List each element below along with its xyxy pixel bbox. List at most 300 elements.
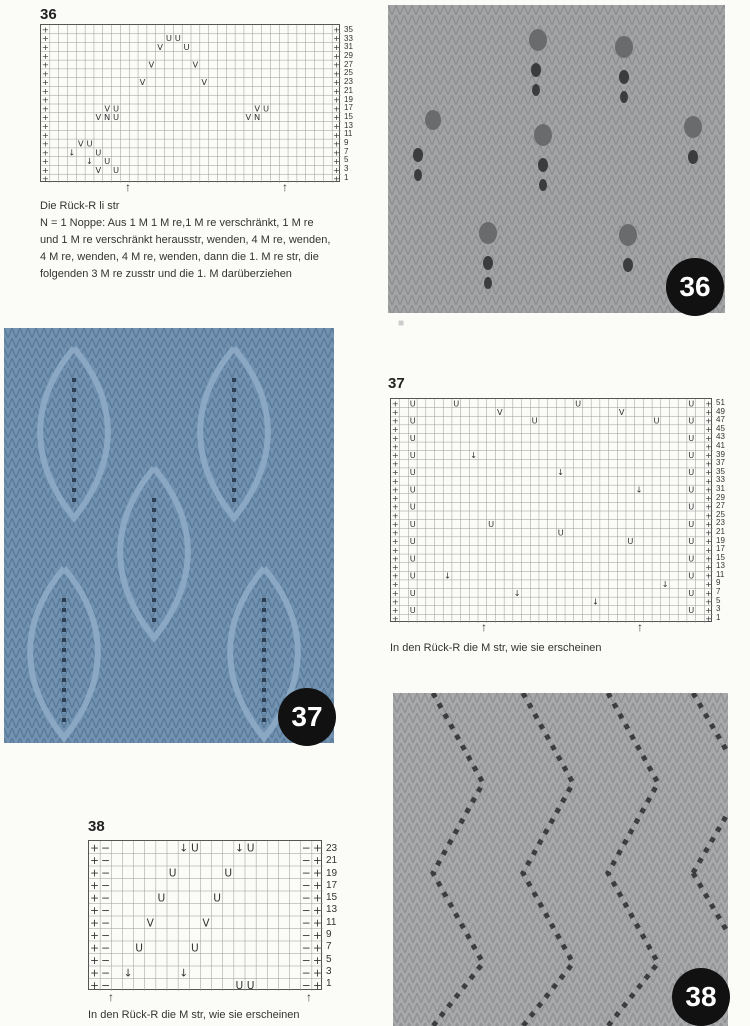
edge-stitch-symbol: + bbox=[705, 587, 713, 598]
pattern-37-repeat-start-arrow: ↑ bbox=[481, 620, 487, 634]
stitch-symbol: U bbox=[165, 33, 172, 44]
edge-stitch-symbol: + bbox=[705, 450, 713, 461]
row-number: 33 bbox=[716, 475, 725, 485]
row-number: 35 bbox=[344, 25, 353, 34]
edge-stitch-symbol: + bbox=[391, 450, 399, 461]
stitch-symbol: ↓ bbox=[470, 450, 478, 461]
stitch-symbol: U bbox=[688, 587, 695, 598]
stitch-symbol: V bbox=[146, 917, 154, 930]
stitch-symbol: U bbox=[409, 399, 416, 409]
edge-stitch-symbol: + bbox=[333, 129, 341, 140]
edge-stitch-symbol: + bbox=[391, 605, 399, 616]
stitch-symbol: − bbox=[101, 867, 111, 880]
edge-stitch-symbol: + bbox=[41, 59, 49, 70]
stitch-symbol: U bbox=[190, 942, 199, 955]
pattern-38-row-numbers bbox=[326, 843, 337, 991]
stitch-symbol: N bbox=[104, 112, 111, 123]
pattern-37-photo bbox=[4, 328, 334, 743]
edge-stitch-symbol: + bbox=[705, 432, 713, 443]
edge-stitch-symbol: + bbox=[312, 942, 322, 955]
row-number: 35 bbox=[716, 466, 725, 476]
row-number: 7 bbox=[716, 587, 721, 597]
pattern-37-caption: In den Rück-R die M str, wie sie erscheinen bbox=[390, 642, 602, 654]
stitch-symbol: ↓ bbox=[661, 579, 669, 590]
row-number: 3 bbox=[344, 164, 349, 173]
edge-stitch-symbol: + bbox=[391, 501, 399, 512]
edge-stitch-symbol: + bbox=[705, 553, 713, 564]
edge-stitch-symbol: + bbox=[41, 68, 49, 79]
edge-stitch-symbol: + bbox=[90, 892, 100, 905]
edge-stitch-symbol: + bbox=[391, 596, 399, 607]
stitch-symbol: − bbox=[301, 880, 311, 893]
row-number: 17 bbox=[326, 879, 338, 891]
edge-stitch-symbol: + bbox=[705, 424, 713, 435]
pattern-37-knit-texture bbox=[4, 328, 334, 743]
pattern-38-grid bbox=[89, 841, 323, 991]
edge-stitch-symbol: + bbox=[705, 415, 713, 426]
stitch-symbol: − bbox=[301, 905, 311, 918]
edge-stitch-symbol: + bbox=[705, 399, 713, 409]
stitch-symbol: − bbox=[101, 955, 111, 968]
row-number: 9 bbox=[326, 929, 332, 941]
stitch-symbol: U bbox=[104, 156, 111, 167]
stitch-symbol: ↓ bbox=[635, 484, 643, 495]
stitch-symbol: U bbox=[95, 147, 102, 158]
stitch-symbol: U bbox=[688, 553, 695, 564]
edge-stitch-symbol: + bbox=[705, 596, 713, 607]
edge-stitch-symbol: + bbox=[41, 138, 49, 149]
stitch-symbol: − bbox=[301, 967, 311, 980]
stitch-symbol: V bbox=[496, 406, 503, 417]
row-number: 29 bbox=[716, 492, 725, 502]
stitch-symbol: − bbox=[101, 980, 111, 991]
edge-stitch-symbol: + bbox=[391, 553, 399, 564]
edge-stitch-symbol: + bbox=[90, 930, 100, 943]
stitch-symbol: U bbox=[246, 842, 255, 855]
edge-stitch-symbol: + bbox=[705, 605, 713, 616]
edge-stitch-symbol: + bbox=[333, 68, 341, 79]
faint-background-mark: ■ bbox=[398, 318, 405, 329]
row-number: 27 bbox=[716, 501, 725, 511]
pattern-37-number: 37 bbox=[388, 375, 405, 392]
stitch-symbol: U bbox=[409, 467, 416, 478]
stitch-symbol: U bbox=[557, 527, 564, 538]
stitch-symbol: U bbox=[262, 103, 270, 114]
stitch-symbol: U bbox=[168, 867, 177, 880]
edge-stitch-symbol: + bbox=[333, 50, 341, 61]
edge-stitch-symbol: + bbox=[90, 855, 100, 868]
edge-stitch-symbol: + bbox=[391, 510, 399, 521]
stitch-symbol: ↓ bbox=[86, 156, 94, 167]
edge-stitch-symbol: + bbox=[41, 112, 49, 123]
pattern-38-repeat-start-arrow: ↑ bbox=[108, 990, 114, 1004]
pattern-37-chart bbox=[390, 398, 712, 622]
row-number: 33 bbox=[344, 33, 353, 43]
edge-stitch-symbol: + bbox=[705, 527, 713, 538]
stitch-symbol: U bbox=[653, 415, 660, 426]
edge-stitch-symbol: + bbox=[333, 94, 341, 105]
stitch-symbol: U bbox=[86, 138, 93, 149]
stitch-symbol: U bbox=[112, 164, 120, 175]
edge-stitch-symbol: + bbox=[41, 121, 49, 132]
edge-stitch-symbol: + bbox=[90, 880, 100, 893]
stitch-symbol: U bbox=[453, 399, 460, 409]
stitch-symbol: ↓ bbox=[513, 587, 521, 598]
row-number: 45 bbox=[716, 423, 725, 433]
edge-stitch-symbol: + bbox=[90, 967, 100, 980]
stitch-symbol: U bbox=[409, 450, 416, 461]
stitch-symbol: − bbox=[101, 942, 111, 955]
stitch-symbol: − bbox=[101, 892, 111, 905]
edge-stitch-symbol: + bbox=[41, 156, 49, 167]
edge-stitch-symbol: + bbox=[312, 880, 322, 893]
edge-stitch-symbol: + bbox=[312, 967, 322, 980]
edge-stitch-symbol: + bbox=[391, 441, 399, 452]
stitch-symbol: U bbox=[409, 518, 416, 529]
stitch-symbol: U bbox=[235, 980, 244, 991]
edge-stitch-symbol: + bbox=[705, 579, 713, 590]
pattern-36-instructions bbox=[40, 198, 360, 283]
stitch-symbol: − bbox=[101, 917, 111, 930]
stitch-symbol: U bbox=[135, 942, 144, 955]
row-number: 13 bbox=[344, 120, 353, 130]
edge-stitch-symbol: + bbox=[705, 570, 713, 581]
row-number: 7 bbox=[344, 146, 349, 156]
row-number: 19 bbox=[326, 867, 338, 879]
pattern-37-badge: 37 bbox=[278, 688, 336, 746]
edge-stitch-symbol: + bbox=[41, 94, 49, 105]
edge-stitch-symbol: + bbox=[41, 77, 49, 88]
row-number: 25 bbox=[344, 68, 353, 78]
edge-stitch-symbol: + bbox=[41, 25, 49, 35]
stitch-symbol: − bbox=[301, 980, 311, 991]
stitch-symbol: U bbox=[409, 536, 416, 547]
edge-stitch-symbol: + bbox=[312, 980, 322, 991]
edge-stitch-symbol: + bbox=[705, 510, 713, 521]
edge-stitch-symbol: + bbox=[391, 518, 399, 529]
stitch-symbol: U bbox=[409, 553, 416, 564]
row-number: 47 bbox=[716, 415, 725, 425]
edge-stitch-symbol: + bbox=[312, 842, 322, 855]
stitch-symbol: N bbox=[254, 112, 261, 123]
pattern-38-repeat-end-arrow: ↑ bbox=[306, 990, 312, 1004]
pattern-38-chart bbox=[88, 840, 322, 990]
stitch-symbol: V bbox=[95, 164, 102, 175]
pattern-38-number: 38 bbox=[88, 818, 105, 835]
stitch-symbol: − bbox=[301, 942, 311, 955]
row-number: 19 bbox=[344, 94, 353, 104]
pattern-36-repeat-start-arrow: ↑ bbox=[125, 180, 131, 194]
row-number: 11 bbox=[326, 916, 337, 928]
edge-stitch-symbol: + bbox=[333, 25, 341, 35]
stitch-symbol: U bbox=[627, 536, 634, 547]
stitch-symbol: U bbox=[409, 605, 416, 616]
edge-stitch-symbol: + bbox=[41, 129, 49, 140]
stitch-symbol: U bbox=[688, 467, 695, 478]
edge-stitch-symbol: + bbox=[90, 942, 100, 955]
row-number: 37 bbox=[716, 458, 725, 468]
stitch-symbol: U bbox=[688, 450, 695, 461]
pattern-37-grid bbox=[391, 399, 713, 623]
edge-stitch-symbol: + bbox=[333, 85, 341, 96]
row-number: 21 bbox=[716, 526, 725, 536]
stitch-symbol: U bbox=[575, 399, 582, 409]
stitch-symbol: U bbox=[409, 587, 416, 598]
row-number: 25 bbox=[716, 509, 725, 519]
stitch-symbol: U bbox=[157, 892, 166, 905]
stitch-symbol: V bbox=[202, 917, 210, 930]
edge-stitch-symbol: + bbox=[705, 458, 713, 469]
stitch-symbol: V bbox=[254, 103, 261, 114]
stitch-symbol: V bbox=[245, 112, 252, 123]
stitch-symbol: ↓ bbox=[123, 967, 133, 980]
row-number: 13 bbox=[716, 561, 725, 571]
stitch-symbol: U bbox=[183, 42, 190, 53]
edge-stitch-symbol: + bbox=[391, 432, 399, 443]
edge-stitch-symbol: + bbox=[391, 544, 399, 555]
pattern-38-badge: 38 bbox=[672, 968, 730, 1026]
edge-stitch-symbol: + bbox=[41, 50, 49, 61]
row-number: 51 bbox=[716, 398, 725, 407]
stitch-symbol: V bbox=[157, 42, 163, 53]
row-number: 49 bbox=[716, 406, 725, 416]
stitch-symbol: U bbox=[688, 536, 695, 547]
edge-stitch-symbol: + bbox=[391, 424, 399, 435]
edge-stitch-symbol: + bbox=[90, 867, 100, 880]
edge-stitch-symbol: + bbox=[41, 164, 49, 175]
row-number: 31 bbox=[716, 483, 725, 493]
edge-stitch-symbol: + bbox=[312, 905, 322, 918]
edge-stitch-symbol: + bbox=[333, 112, 341, 123]
row-number: 5 bbox=[716, 595, 721, 605]
edge-stitch-symbol: + bbox=[312, 955, 322, 968]
pattern-38-knit-texture bbox=[393, 693, 728, 1026]
stitch-symbol: − bbox=[301, 892, 311, 905]
edge-stitch-symbol: + bbox=[391, 484, 399, 495]
pattern-36-caption-line: und 1 M re verschränkt herausstr, wenden, 4 M re, wenden, bbox=[40, 234, 331, 246]
stitch-symbol: − bbox=[101, 842, 111, 855]
stitch-symbol: V bbox=[104, 103, 111, 114]
row-number: 43 bbox=[716, 432, 725, 442]
edge-stitch-symbol: + bbox=[391, 587, 399, 598]
row-number: 11 bbox=[344, 129, 353, 139]
pattern-37-repeat-end-arrow: ↑ bbox=[637, 620, 643, 634]
edge-stitch-symbol: + bbox=[705, 484, 713, 495]
edge-stitch-symbol: + bbox=[312, 930, 322, 943]
stitch-symbol: U bbox=[409, 432, 416, 443]
edge-stitch-symbol: + bbox=[312, 867, 322, 880]
row-number: 17 bbox=[344, 103, 353, 113]
stitch-symbol: U bbox=[409, 570, 416, 581]
edge-stitch-symbol: + bbox=[391, 458, 399, 469]
row-number: 11 bbox=[716, 569, 725, 579]
stitch-symbol: V bbox=[77, 138, 84, 149]
stitch-symbol: − bbox=[101, 855, 111, 868]
edge-stitch-symbol: + bbox=[333, 173, 341, 183]
stitch-symbol: ↓ bbox=[68, 147, 76, 158]
stitch-symbol: − bbox=[301, 917, 311, 930]
edge-stitch-symbol: + bbox=[41, 173, 49, 183]
stitch-symbol: U bbox=[688, 432, 695, 443]
row-number: 9 bbox=[344, 137, 349, 147]
edge-stitch-symbol: + bbox=[705, 536, 713, 547]
pattern-36-caption-line: 4 M re, wenden, 4 M re, wenden, dann die 1. M re str, die bbox=[40, 251, 319, 263]
edge-stitch-symbol: + bbox=[312, 917, 322, 930]
stitch-symbol: ↓ bbox=[179, 967, 189, 980]
stitch-symbol: − bbox=[101, 930, 111, 943]
stitch-symbol: U bbox=[688, 570, 695, 581]
stitch-symbol: U bbox=[409, 415, 416, 426]
stitch-symbol: ↓ bbox=[179, 842, 189, 855]
edge-stitch-symbol: + bbox=[41, 85, 49, 96]
pattern-36-repeat-end-arrow: ↑ bbox=[282, 180, 288, 194]
edge-stitch-symbol: + bbox=[705, 493, 713, 504]
edge-stitch-symbol: + bbox=[90, 917, 100, 930]
stitch-symbol: U bbox=[174, 33, 181, 44]
edge-stitch-symbol: + bbox=[391, 399, 399, 409]
stitch-symbol: − bbox=[301, 955, 311, 968]
edge-stitch-symbol: + bbox=[391, 562, 399, 573]
stitch-symbol: − bbox=[101, 905, 111, 918]
edge-stitch-symbol: + bbox=[391, 406, 399, 417]
row-number: 21 bbox=[326, 855, 338, 867]
stitch-symbol: U bbox=[112, 112, 120, 123]
stitch-symbol: U bbox=[112, 103, 120, 114]
row-number: 29 bbox=[344, 51, 353, 61]
row-number: 1 bbox=[716, 612, 721, 622]
edge-stitch-symbol: + bbox=[90, 905, 100, 918]
pattern-36-number: 36 bbox=[40, 6, 57, 23]
edge-stitch-symbol: + bbox=[90, 842, 100, 855]
pattern-37-row-numbers bbox=[716, 399, 725, 622]
row-number: 39 bbox=[716, 449, 725, 459]
stitch-symbol: V bbox=[192, 59, 199, 70]
row-number: 31 bbox=[344, 42, 353, 52]
edge-stitch-symbol: + bbox=[41, 103, 49, 114]
row-number: 3 bbox=[326, 965, 332, 977]
stitch-symbol: − bbox=[301, 867, 311, 880]
stitch-symbol: U bbox=[688, 501, 695, 512]
row-number: 9 bbox=[716, 578, 721, 588]
edge-stitch-symbol: + bbox=[333, 164, 341, 175]
stitch-symbol: − bbox=[101, 967, 111, 980]
pattern-38-photo bbox=[393, 693, 728, 1026]
stitch-symbol: U bbox=[213, 892, 222, 905]
edge-stitch-symbol: + bbox=[705, 562, 713, 573]
row-number: 3 bbox=[716, 604, 721, 614]
stitch-symbol: U bbox=[488, 518, 495, 529]
row-number: 1 bbox=[326, 978, 332, 990]
row-number: 41 bbox=[716, 440, 725, 450]
edge-stitch-symbol: + bbox=[90, 955, 100, 968]
stitch-symbol: U bbox=[409, 484, 416, 495]
edge-stitch-symbol: + bbox=[391, 613, 399, 623]
row-number: 17 bbox=[716, 544, 725, 554]
stitch-symbol: U bbox=[688, 399, 695, 409]
stitch-symbol: ↓ bbox=[592, 596, 599, 607]
edge-stitch-symbol: + bbox=[41, 42, 49, 53]
row-number: 15 bbox=[326, 892, 338, 904]
row-number: 23 bbox=[326, 843, 338, 854]
edge-stitch-symbol: + bbox=[391, 493, 399, 504]
edge-stitch-symbol: + bbox=[333, 42, 341, 53]
edge-stitch-symbol: + bbox=[391, 527, 399, 538]
stitch-symbol: U bbox=[531, 415, 538, 426]
edge-stitch-symbol: + bbox=[41, 147, 49, 158]
edge-stitch-symbol: + bbox=[705, 475, 713, 486]
edge-stitch-symbol: + bbox=[333, 147, 341, 158]
edge-stitch-symbol: + bbox=[333, 121, 341, 132]
stitch-symbol: V bbox=[148, 59, 155, 70]
edge-stitch-symbol: + bbox=[391, 467, 399, 478]
row-number: 7 bbox=[326, 941, 332, 953]
edge-stitch-symbol: + bbox=[333, 138, 341, 149]
stitch-symbol: V bbox=[95, 112, 102, 123]
stitch-symbol: U bbox=[190, 842, 199, 855]
row-number: 1 bbox=[344, 172, 349, 182]
row-number: 21 bbox=[344, 85, 353, 95]
edge-stitch-symbol: + bbox=[705, 544, 713, 555]
edge-stitch-symbol: + bbox=[391, 570, 399, 581]
row-number: 19 bbox=[716, 535, 725, 545]
stitch-symbol: ↓ bbox=[444, 570, 451, 581]
row-number: 15 bbox=[344, 111, 353, 121]
edge-stitch-symbol: + bbox=[333, 156, 341, 167]
pattern-36-badge: 36 bbox=[666, 258, 724, 316]
stitch-symbol: − bbox=[301, 855, 311, 868]
edge-stitch-symbol: + bbox=[705, 501, 713, 512]
edge-stitch-symbol: + bbox=[705, 518, 713, 529]
row-number: 23 bbox=[344, 77, 353, 87]
pattern-36-caption-line: folgenden 3 M re zusstr und die 1. M darüberziehen bbox=[40, 268, 292, 280]
stitch-symbol: U bbox=[246, 980, 255, 991]
edge-stitch-symbol: + bbox=[333, 103, 341, 114]
edge-stitch-symbol: + bbox=[391, 579, 399, 590]
stitch-symbol: V bbox=[201, 77, 208, 88]
row-number: 15 bbox=[716, 552, 725, 562]
edge-stitch-symbol: + bbox=[705, 613, 713, 623]
stitch-symbol: U bbox=[688, 415, 695, 426]
edge-stitch-symbol: + bbox=[705, 406, 713, 417]
edge-stitch-symbol: + bbox=[705, 467, 713, 478]
stitch-symbol: − bbox=[101, 880, 111, 893]
stitch-symbol: U bbox=[688, 484, 695, 495]
row-number: 13 bbox=[326, 904, 338, 916]
pattern-36-caption-line: Die Rück-R li str bbox=[40, 200, 120, 212]
edge-stitch-symbol: + bbox=[333, 33, 341, 44]
stitch-symbol: U bbox=[688, 518, 695, 529]
stitch-symbol: U bbox=[224, 867, 233, 880]
edge-stitch-symbol: + bbox=[312, 892, 322, 905]
stitch-symbol: − bbox=[301, 930, 311, 943]
pattern-36-chart bbox=[40, 24, 340, 182]
stitch-symbol: V bbox=[618, 406, 625, 417]
pattern-36-grid bbox=[41, 25, 341, 183]
edge-stitch-symbol: + bbox=[41, 33, 49, 44]
stitch-symbol: U bbox=[688, 605, 695, 616]
edge-stitch-symbol: + bbox=[391, 475, 399, 486]
stitch-symbol: U bbox=[409, 501, 416, 512]
row-number: 5 bbox=[326, 953, 332, 965]
pattern-36-row-numbers bbox=[344, 26, 353, 182]
edge-stitch-symbol: + bbox=[333, 59, 341, 70]
pattern-36-caption-line: N = 1 Noppe: Aus 1 M 1 M re,1 M re verschränkt, 1 M re bbox=[40, 217, 314, 229]
stitch-symbol: V bbox=[139, 77, 146, 88]
edge-stitch-symbol: + bbox=[391, 415, 399, 426]
row-number: 27 bbox=[344, 59, 353, 69]
stitch-symbol: − bbox=[301, 842, 311, 855]
stitch-symbol: ↓ bbox=[557, 467, 565, 478]
